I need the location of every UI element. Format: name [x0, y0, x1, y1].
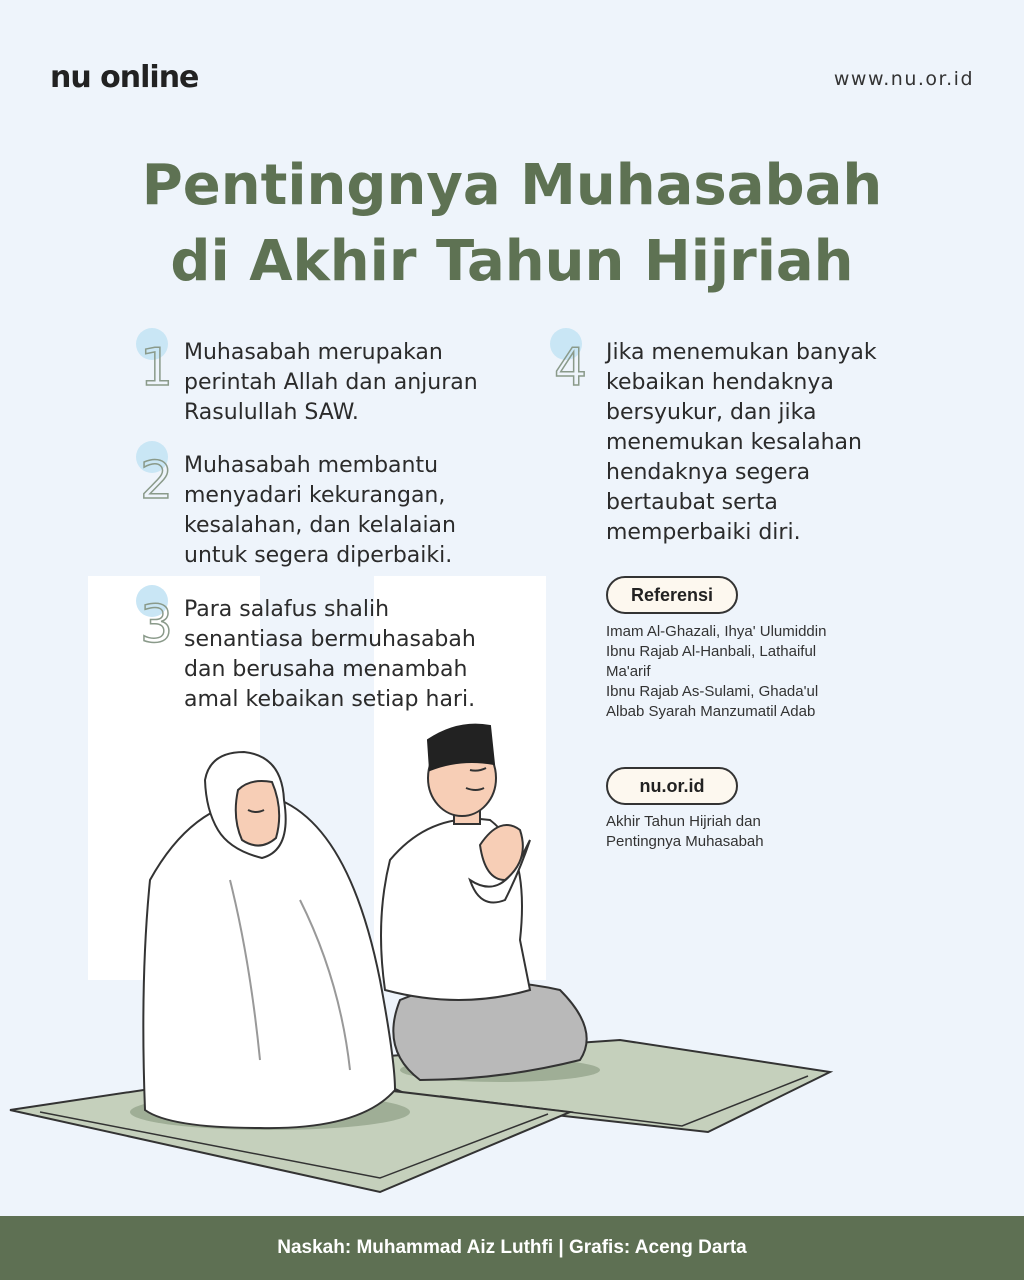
references-badge: Referensi	[606, 576, 738, 614]
footer-credits: Naskah: Muhammad Aiz Luthfi | Grafis: Aceng Darta	[0, 1216, 1024, 1280]
point-text-3: Para salafus shalih senantiasa bermuhasabah dan berusaha menambah amal kebaikan setiap hari.	[184, 597, 476, 712]
title-line-1: Pentingnya Muhasabah	[141, 153, 883, 218]
point-number-4: 4	[552, 338, 596, 398]
man-figure	[381, 725, 587, 1080]
site-url: www.nu.or.id	[833, 68, 974, 90]
source-text: Akhir Tahun Hijriah dan Pentingnya Muhasabah	[606, 813, 764, 850]
reference-line: Ibnu Rajab Al-Hanbali, Lathaiful	[606, 643, 817, 660]
reference-line: Imam Al-Ghazali, Ihya' Ulumiddin	[606, 623, 827, 640]
point-text-4: Jika menemukan banyak kebaikan hendaknya bersyukur, dan jika menemukan kesalahan hendaknya segera bertaubat serta memperbaiki diri.	[606, 340, 877, 545]
point-text-2: Muhasabah membantu menyadari kekurangan, kesalahan, dan kelalaian untuk segera diperbaiki.	[184, 453, 456, 568]
source-badge: nu.or.id	[606, 767, 738, 805]
reference-line: Ibnu Rajab As-Sulami, Ghada'ul	[606, 683, 819, 700]
reference-line: Ma'arif	[606, 663, 651, 680]
reference-line: Albab Syarah Manzumatil Adab	[606, 703, 816, 720]
woman-figure	[143, 752, 395, 1128]
point-text-1: Muhasabah merupakan perintah Allah dan anjuran Rasulullah SAW.	[184, 340, 478, 425]
point-number-1: 1	[138, 338, 182, 398]
point-number-2: 2	[138, 451, 182, 511]
point-number-3: 3	[138, 595, 182, 655]
title-line-2: di Akhir Tahun Hijriah	[170, 229, 854, 294]
brand-logo: nu online	[50, 60, 199, 95]
